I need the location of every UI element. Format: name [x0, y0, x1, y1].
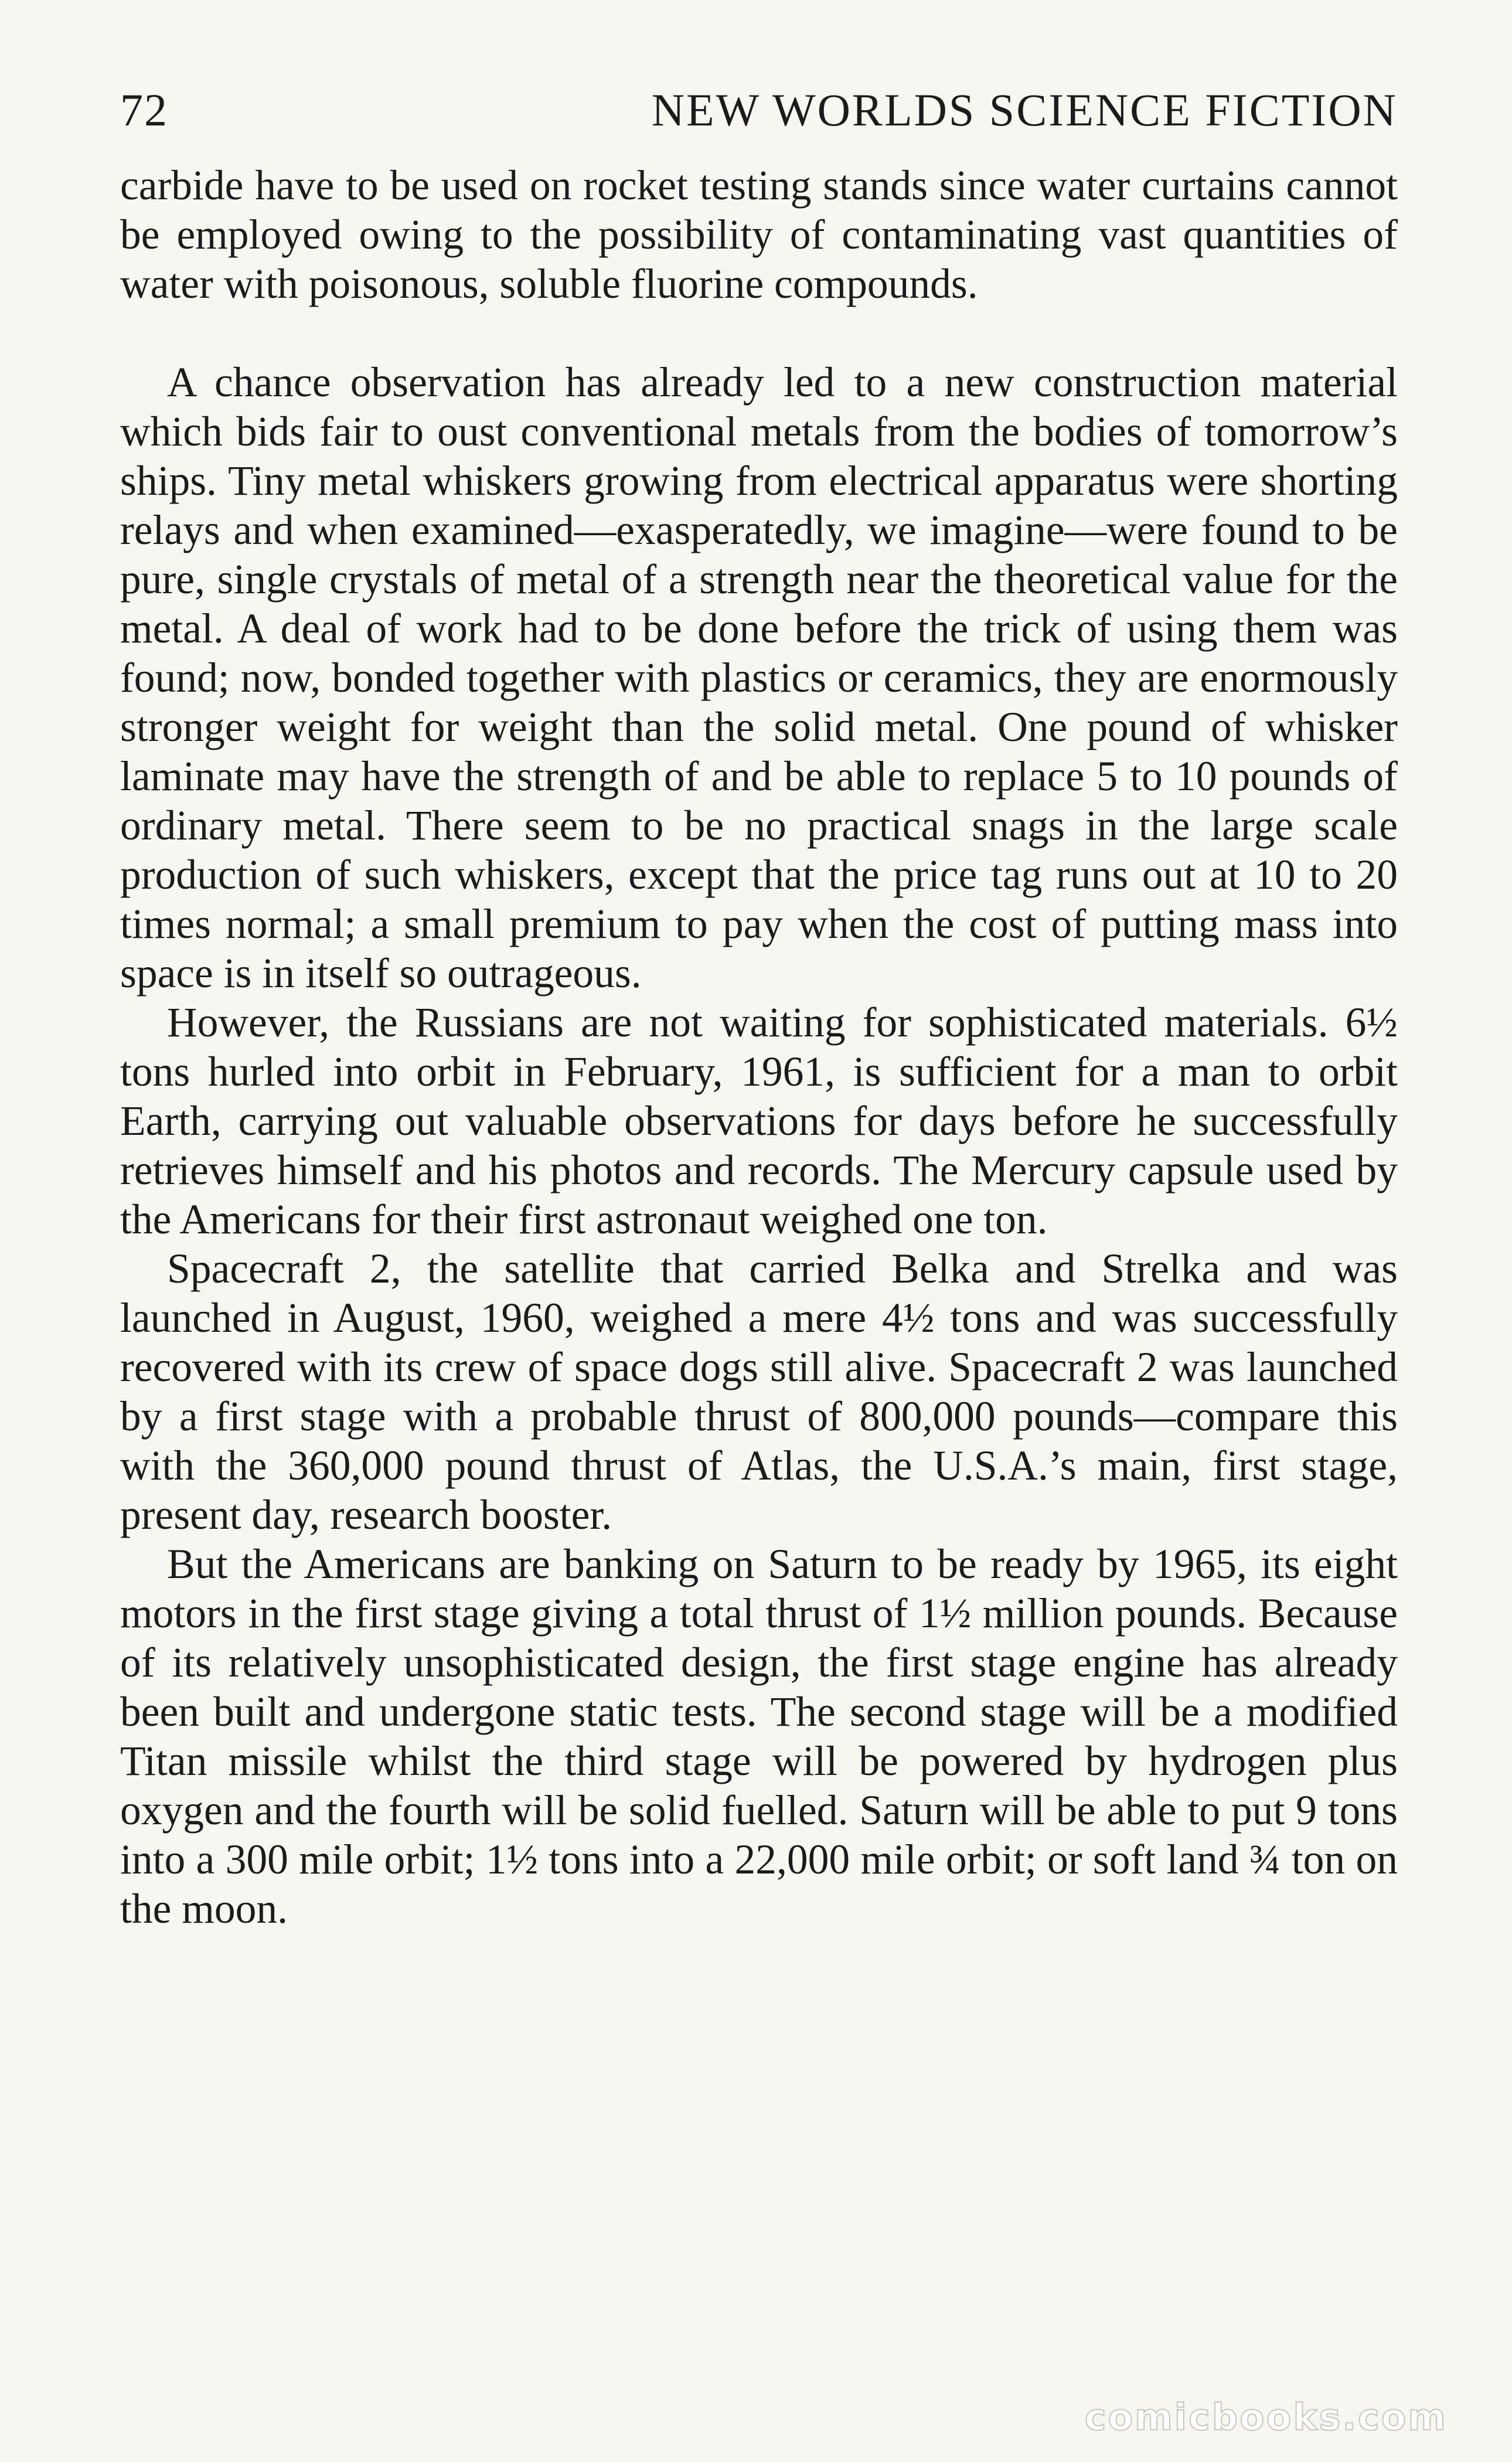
paragraph-continued: carbide have to be used on rocket testing stands since water curtains cannot be employed owing to the possibility of contaminating vast quantities of water with poisonous, soluble fluorine compounds.: [120, 162, 1398, 307]
watermark-logo: comicbooks.com: [1084, 2396, 1448, 2439]
book-page: [120, 85, 1398, 1934]
paragraph-saturn: But the Americans are banking on Saturn to be ready by 1965, its eight motors in the first stage giving a total thrust of 1½ million pounds. Because of its relatively unsophisticated design, the first stage engine has already been built and undergone static tests. The second stage will be a modified Titan missile whilst the third stage will be powered by hydrogen plus oxygen and the fourth will be solid fuelled. Saturn will be able to put 9 tons into a 300 mile orbit; 1½ tons into a 22,000 mile orbit; or soft land ¾ ton on the moon.: [120, 1541, 1398, 1932]
running-title: NEW WORLDS SCIENCE FICTION: [651, 84, 1398, 135]
paragraph-russian-orbit: However, the Russians are not waiting for sophisticated materials. 6½ tons hurled into orbit in February, 1961, is sufficient for a man to orbit Earth, carrying out valuable observations for days before he successfully retrieves himself and his photos and records. The Mercury capsule used by the Americans for their first astronaut weighed one ton.: [120, 999, 1398, 1243]
page-number: 72: [120, 84, 168, 135]
paragraph-spacecraft-2: Spacecraft 2, the satellite that carried Belka and Strelka and was launched in August, 1960, weighed a mere 4½ tons and was successfully recovered with its crew of space dogs still alive. Spacecraft 2 was launched by a first stage with a probable thrust of 800,000 pounds—compare this with the 360,000 pound thrust of Atlas, the U.S.A.’s main, first stage, present day, research booster.: [120, 1245, 1398, 1538]
paragraph-whisker-materials: A chance observation has already led to a new construction material which bids fair to oust conventional metals from the bodies of tomorrow’s ships. Tiny metal whiskers growing from electrical apparatus were shorting relays and when examined—exasperatedly, we imagine—were found to be pure, single crystals of metal of a strength near the theoretical value for the metal. A deal of work had to be done before the trick of using them was found; now, bonded together with plastics or ceramics, they are enormously stronger weight for weight than the solid metal. One pound of whisker laminate may have the strength of and be able to replace 5 to 10 pounds of ordinary metal. There seem to be no practical snags in the large scale production of such whiskers, except that the price tag runs out at 10 to 20 times normal; a small premium to pay when the cost of putting mass into space is in itself so outrageous.: [120, 359, 1398, 997]
running-header: [120, 85, 1398, 135]
